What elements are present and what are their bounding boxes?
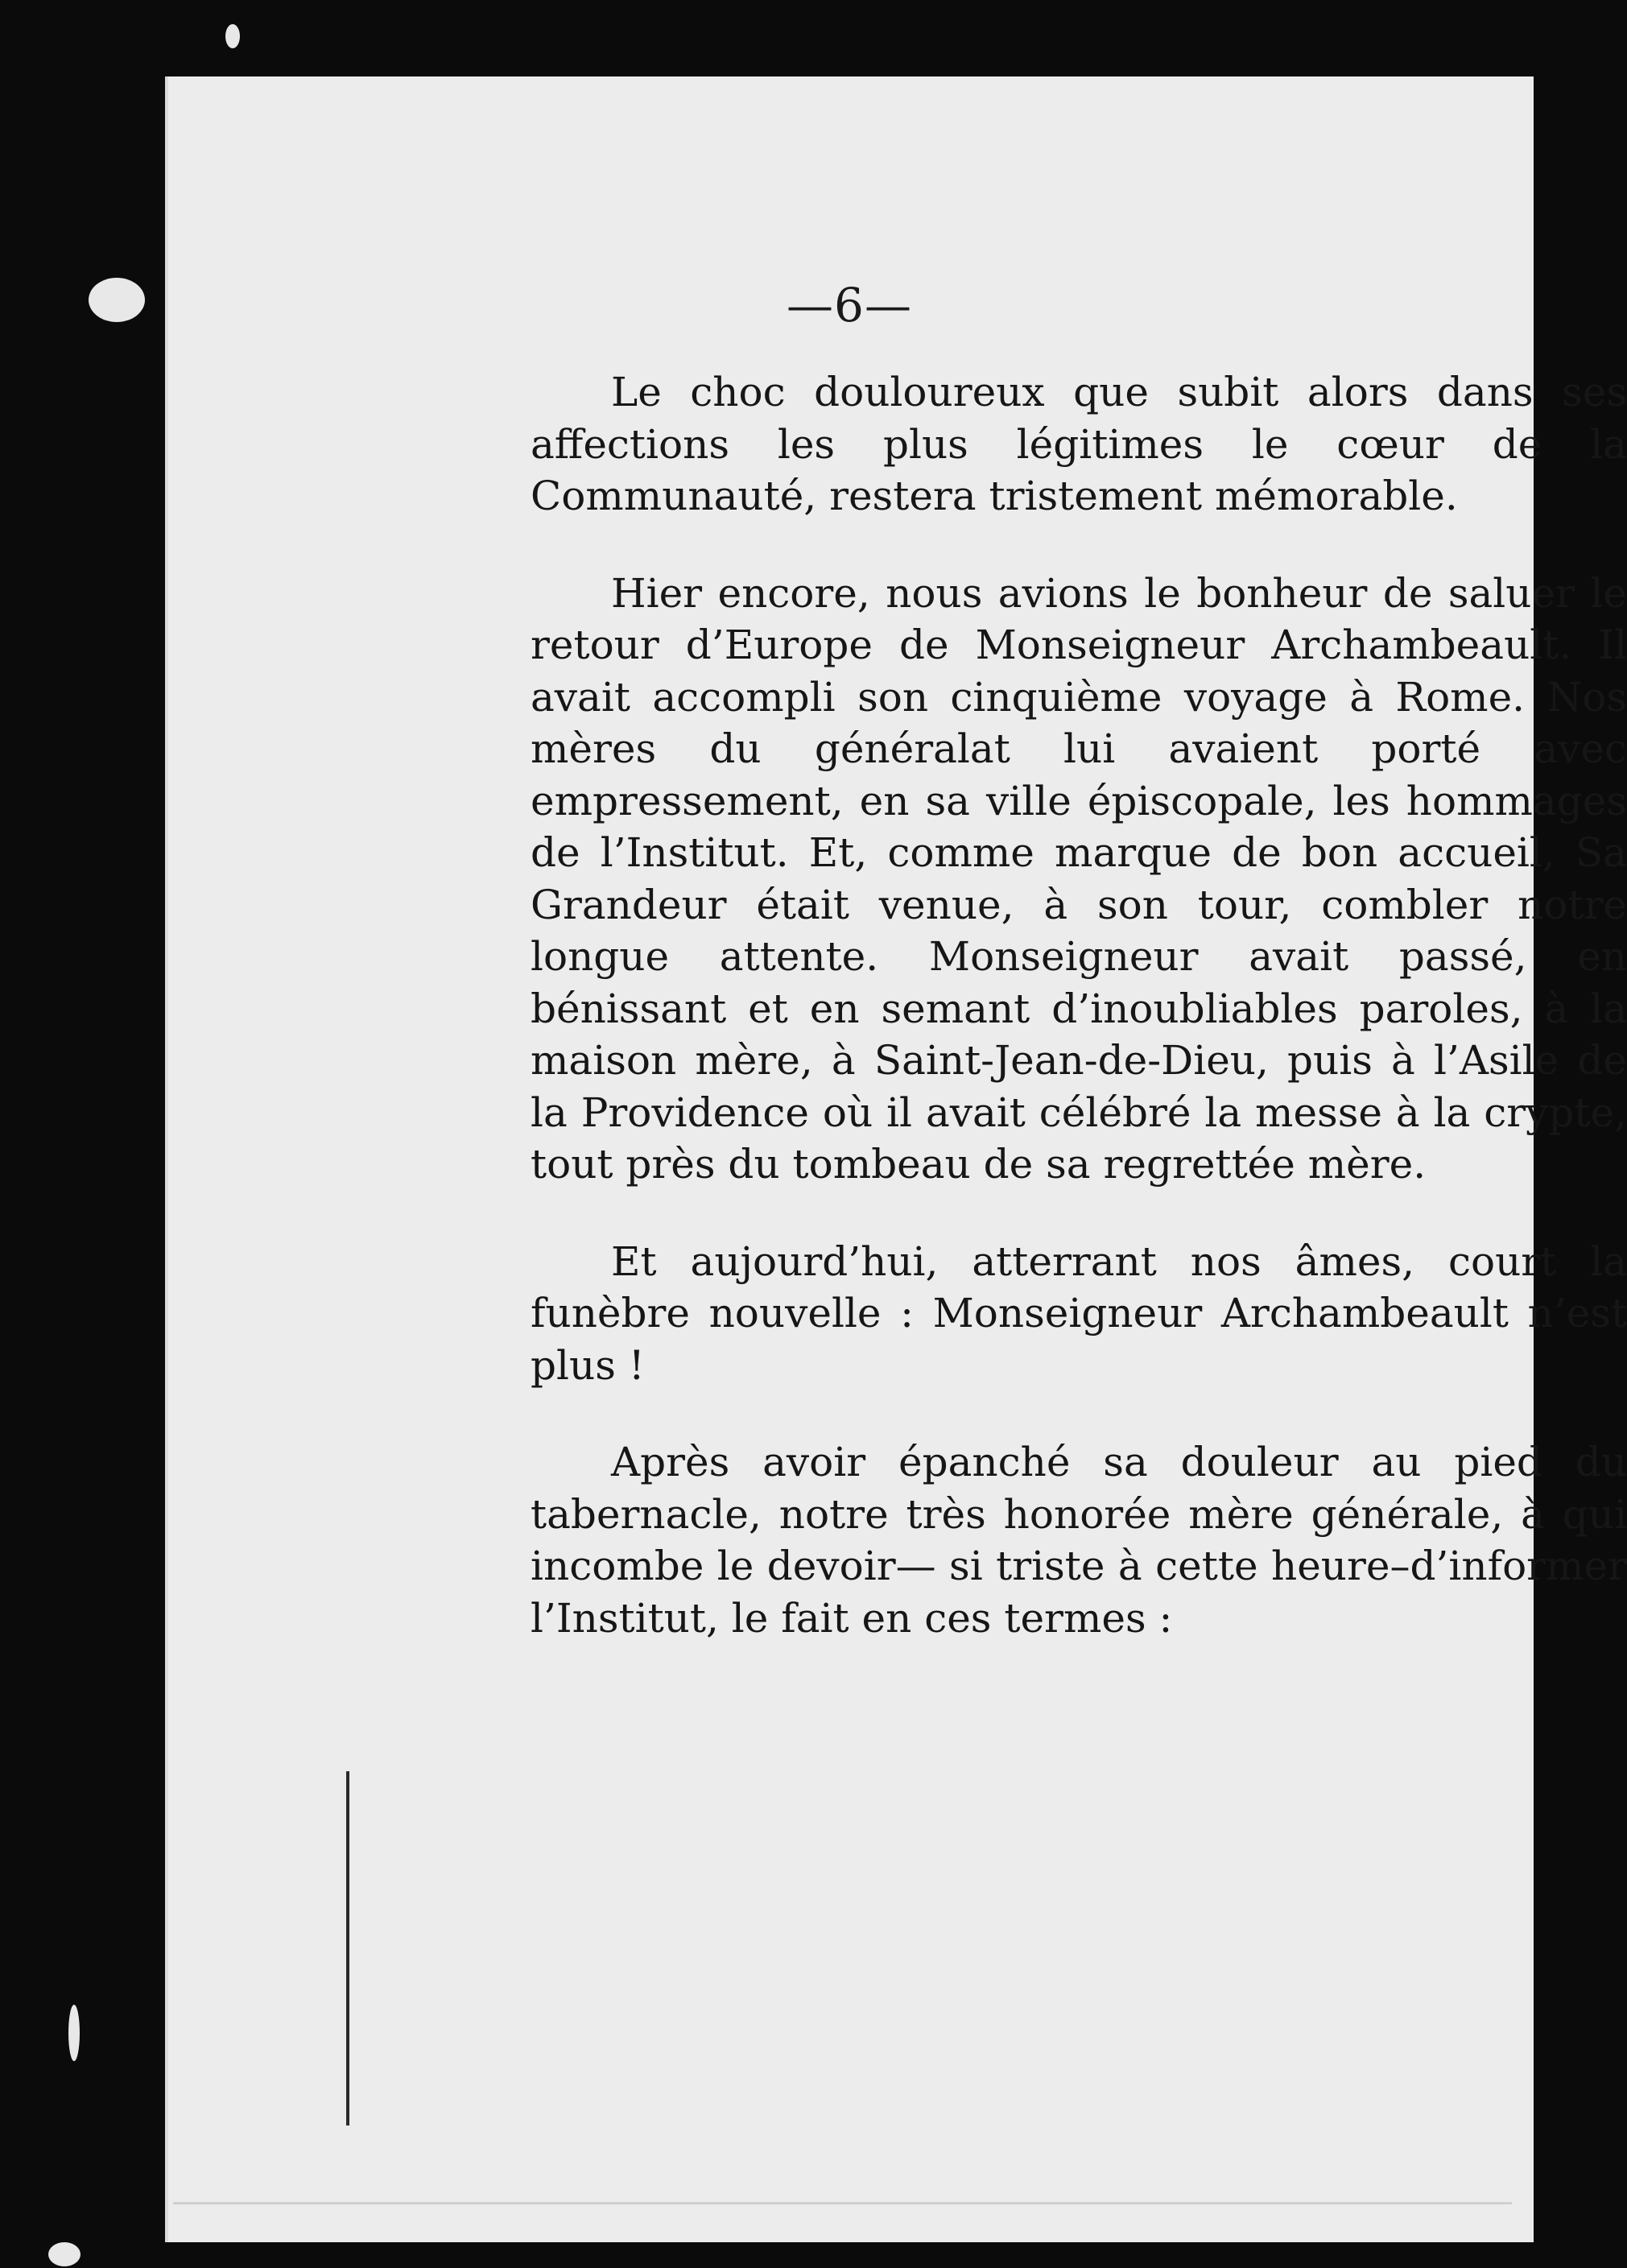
paragraph-3: Et aujourd’hui, atterrant nos âmes, court la funèbre nouvelle : Monseigneur Archambeault n’est plus ! [531,1237,1627,1389]
paragraph-4: Après avoir épanché sa douleur au pied du tabernacle, notre très honorée mère générale, à qui incombe le devoir— si triste à cette heure–d’informer l’Institut, le fait en ces termes : [531,1439,1627,1642]
scan-speck [89,278,145,322]
paragraph-2: Hier encore, nous avions le bonheur de saluer le retour d’Europe de Monseigneur Archambeault. Il avait accompli son cinquième voyage à Rome. Nos mères du généralat lui avaient porté avec empressement, en sa ville épiscopale, les hommages de l’Institut. Et, comme marque de bon accueil, Sa Grandeur était venue, à son tour, combler notre longue attente. Monseigneur avait passé, en bénissant et en semant d’inoubliables paroles, à la maison mère, à Saint-Jean-de-Dieu, puis à l’Asile de la Providence où il avait célébré la messe à la crypte, tout près du tombeau de sa regrettée mère. [531,569,1627,1188]
scan-speck [68,2005,80,2061]
scan-speck [225,24,240,48]
paragraph-1: Le choc douloureux que subit alors dans ses affections les plus légitimes le cœur de la Communauté, restera tristement mémorable. [531,369,1627,519]
scan-speck [48,2242,81,2266]
page-bottom-edge [173,2202,1512,2204]
page-number: —6— [787,278,912,333]
body-text [531,366,1627,1689]
page-edge-shadow [346,1771,349,2125]
document-page [165,76,1627,2242]
